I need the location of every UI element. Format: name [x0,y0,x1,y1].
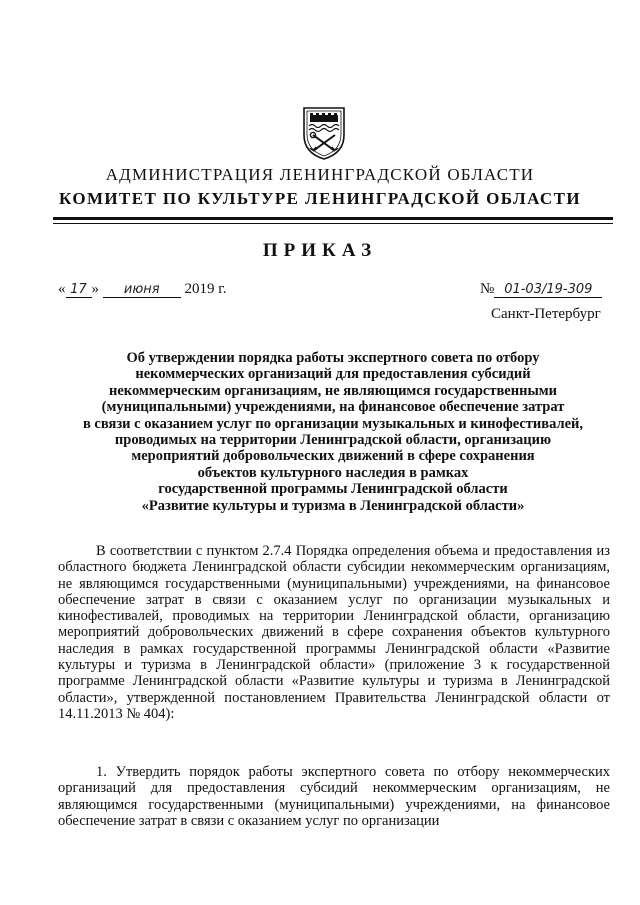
date-close-quote: » [91,281,99,297]
administration-name: АДМИНИСТРАЦИЯ ЛЕНИНГРАДСКОЙ ОБЛАСТИ [105,165,535,184]
heading-line: некоммерческих организаций для предоставления субсидий [135,366,531,383]
date-day-handwritten: 17 [66,283,92,298]
number-sign: № [480,281,495,297]
committee-name: КОМИТЕТ ПО КУЛЬТУРЕ ЛЕНИНГРАДСКОЙ ОБЛАСТИ [59,189,581,208]
document-date [58,281,226,298]
document-city: Санкт-Петербург [491,306,601,322]
document-type-title: ПРИКАЗ [262,240,378,261]
date-year: 2019 г. [184,281,227,297]
header-divider-thin [53,223,613,224]
heading-line: государственной программы Ленинградской области [158,481,508,498]
document-heading [58,350,608,514]
document-number [480,281,602,298]
date-open-quote: « [58,281,66,297]
heading-line: мероприятий добровольческих движений в сфере сохранения [131,448,535,465]
header-divider-thick [53,217,613,220]
heading-line: в связи с оказанием услуг по организации музыкальных и кинофестивалей, [82,415,584,432]
heading-line: Об утверждении порядка работы экспертного совета по отбору [126,350,540,366]
coat-of-arms-emblem [301,105,347,161]
heading-line: (муниципальными) учреждениями, на финансовое обеспечение затрат [101,399,565,416]
body-paragraph-preamble: В соответствии с пунктом 2.7.4 Порядка определения объема и предоставления из областного бюджета Ленинградской области субсидии некоммерческим организациям, не являющимся государственными (муниципальными) учреждениями, на финансовое обеспечение затрат в связи с оказанием услуг по организации музыкальных и кинофестивалей, проводимых на территории Ленинградской области, организацию мероприятий добровольческих движений в сфере сохранения объектов культурного наследия в рамках государственной программы Ленинградской области «Развитие культуры и туризма в Ленинградской области» (приложение 3 к государственной программе Ленинградской области «Развитие культуры и туризма в Ленинградской области», утвержденной постановлением Правительства Ленинградской области от 14.11.2013 № 404): [58,543,610,722]
body-paragraph-item-1: 1. Утвердить порядок работы экспертного совета по отбору некоммерческих организаций для предоставления субсидий некоммерческим организациям, не являющимся государственными (муниципальными) учреждениями, на финансовое обеспечение затрат в связи с оказанием услуг по организации [58,764,610,829]
heading-line: объектов культурного наследия в рамках [197,464,469,481]
heading-line: некоммерческим организациям, не являющимся государственными [109,382,557,399]
date-month-handwritten: июня [103,283,181,298]
number-handwritten: 01-03/19-309 [494,283,602,298]
heading-line: проводимых на территории Ленинградской области, организацию [114,432,552,449]
heading-line: «Развитие культуры и туризма в Ленинградской области» [141,497,525,514]
